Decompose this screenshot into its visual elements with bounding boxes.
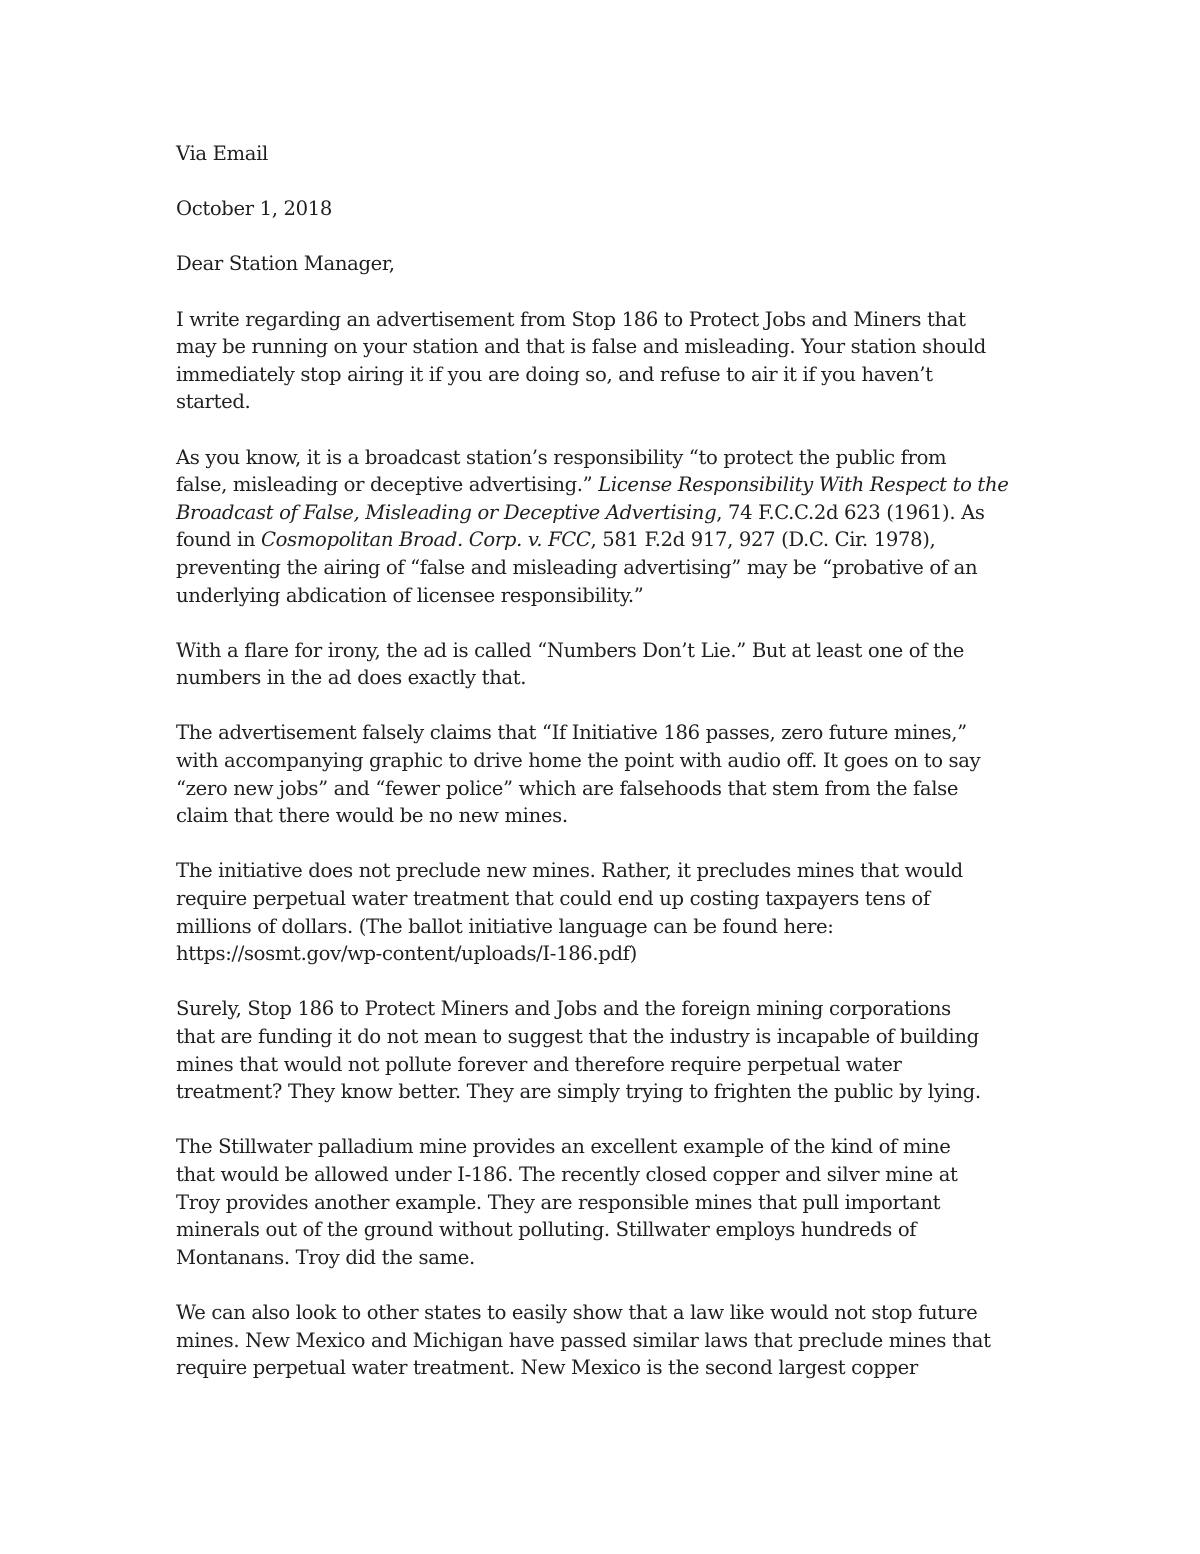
paragraph-6 <box>176 995 1046 1105</box>
case-citation-title: Broadcast of False, Misleading or Deceptive Advertising <box>176 500 717 524</box>
text-line: As you know, it is a broadcast station’s responsibility “to protect the public from <box>176 445 947 469</box>
text-line: require perpetual water treatment. New Mexico is the second largest copper <box>176 1356 918 1380</box>
paragraph-8 <box>176 1299 1046 1382</box>
paragraph-3 <box>176 637 1046 692</box>
spacer <box>176 692 1046 720</box>
text-line: that would be allowed under I-186. The recently closed copper and silver mine at <box>176 1162 958 1186</box>
text-line: Montanans. Troy did the same. <box>176 1245 475 1269</box>
spacer <box>176 168 1046 196</box>
text-line <box>176 471 1046 499</box>
text-line: The initiative does not preclude new mines. Rather, it precludes mines that would <box>176 859 963 883</box>
text-line: started. <box>176 390 251 414</box>
paragraph-2 <box>176 444 1046 610</box>
text-run: , 74 F.C.C.2d 623 (1961). As <box>716 500 985 524</box>
text-line: millions of dollars. (The ballot initiative language can be found here: <box>176 914 834 938</box>
text-line: We can also look to other states to easily show that a law like would not stop future <box>176 1300 978 1324</box>
text-run: , 581 F.2d 917, 927 (D.C. Cir. 1978), <box>590 528 936 552</box>
text-line: With a flare for irony, the ad is called “Numbers Don’t Lie.” But at least one of the <box>176 638 964 662</box>
text-line: Surely, Stop 186 to Protect Miners and Jobs and the foreign mining corporations <box>176 997 951 1021</box>
text-line: require perpetual water treatment that could end up costing taxpayers tens of <box>176 887 930 911</box>
text-line: The advertisement falsely claims that “If Initiative 186 passes, zero future mines,” <box>176 721 967 745</box>
text-line: claim that there would be no new mines. <box>176 804 568 828</box>
text-line: mines that would not pollute forever and therefore require perpetual water <box>176 1052 902 1076</box>
text-line: with accompanying graphic to drive home the point with audio off. It goes on to say <box>176 749 981 773</box>
case-citation-title: License Responsibility With Respect to the <box>598 473 1009 497</box>
text-line: Troy provides another example. They are responsible mines that pull important <box>176 1190 941 1214</box>
text-line: immediately stop airing it if you are doing so, and refuse to air it if you haven’t <box>176 362 933 386</box>
salutation: Dear Station Manager, <box>176 252 395 276</box>
spacer <box>176 223 1046 251</box>
spacer <box>176 278 1046 306</box>
text-line: numbers in the ad does exactly that. <box>176 666 527 690</box>
case-citation-title: Cosmopolitan Broad. Corp. v. FCC <box>261 528 591 552</box>
text-line: I write regarding an advertisement from Stop 186 to Protect Jobs and Miners that <box>176 307 966 331</box>
spacer <box>176 1106 1046 1134</box>
spacer <box>176 416 1046 444</box>
text-line: that are funding it do not mean to suggest that the industry is incapable of building <box>176 1025 979 1048</box>
spacer <box>176 1271 1046 1299</box>
text-line: preventing the airing of “false and misleading advertising” may be “probative of an <box>176 555 978 579</box>
text-line: mines. New Mexico and Michigan have passed similar laws that preclude mines that <box>176 1328 991 1352</box>
text-run: false, misleading or deceptive advertising.” <box>176 473 599 497</box>
spacer <box>176 968 1046 996</box>
letter-body <box>176 140 1046 1382</box>
ballot-url: https://sosmt.gov/wp-content/uploads/I-186.pdf) <box>176 942 637 966</box>
text-line: minerals out of the ground without polluting. Stillwater employs hundreds of <box>176 1218 917 1242</box>
text-line <box>176 499 1046 527</box>
text-line: “zero new jobs” and “fewer police” which are falsehoods that stem from the false <box>176 776 959 800</box>
delivery-method: Via Email <box>176 142 268 165</box>
text-line: may be running on your station and that is false and misleading. Your station should <box>176 335 986 359</box>
paragraph-4 <box>176 719 1046 829</box>
paragraph-7 <box>176 1133 1046 1271</box>
paragraph-5 <box>176 857 1046 967</box>
spacer <box>176 609 1046 637</box>
text-line: underlying abdication of licensee responsibility.” <box>176 583 644 607</box>
text-line <box>176 526 1046 554</box>
text-run: found in <box>176 528 262 552</box>
text-line: treatment? They know better. They are simply trying to frighten the public by lying. <box>176 1080 981 1104</box>
paragraph-1 <box>176 306 1046 416</box>
text-line: The Stillwater palladium mine provides an excellent example of the kind of mine <box>176 1135 951 1159</box>
spacer <box>176 830 1046 858</box>
letter-date: October 1, 2018 <box>176 197 332 221</box>
